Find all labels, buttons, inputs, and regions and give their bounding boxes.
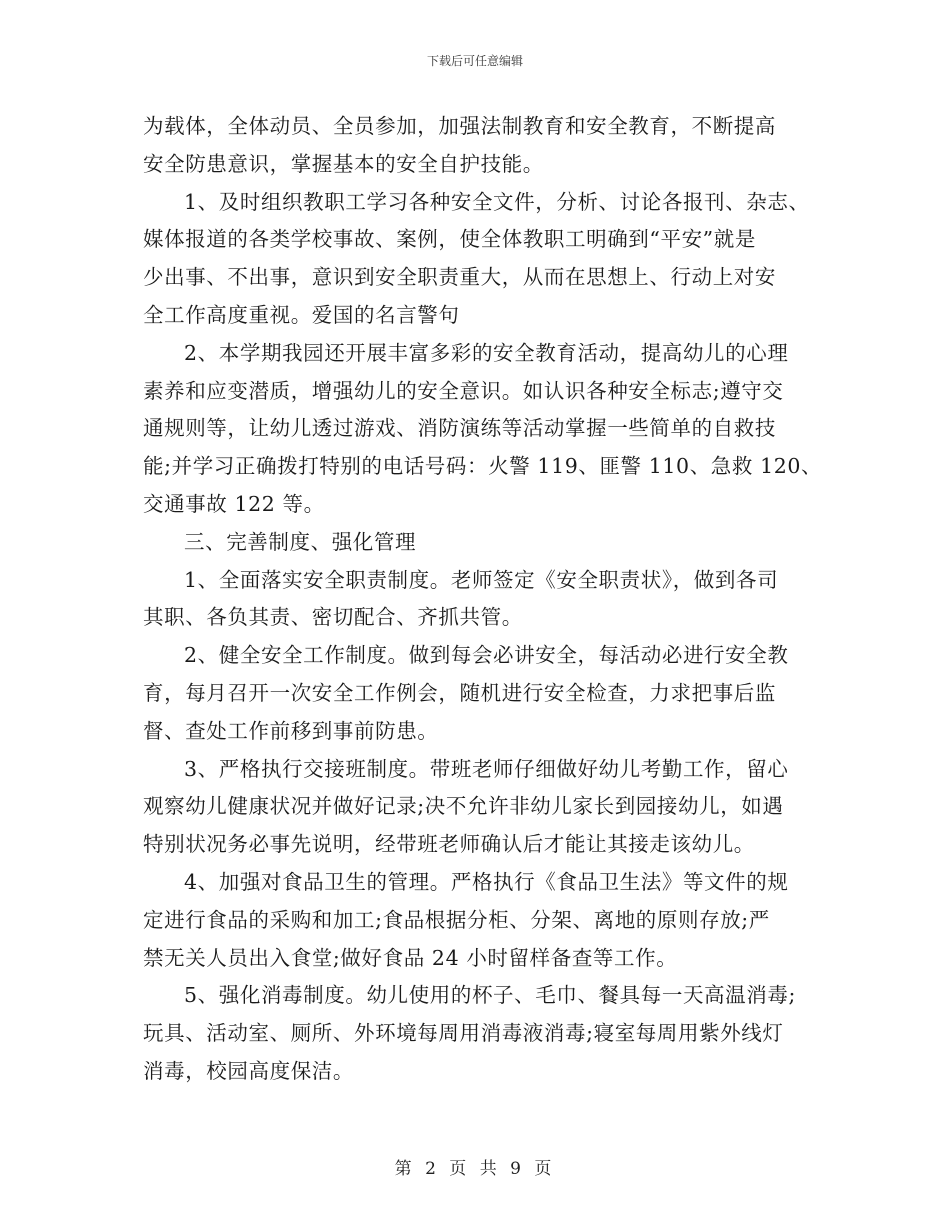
text-line: 定进行食品的采购和加工;食品根据分柜、分架、离地的原则存放;严 <box>143 907 770 932</box>
text-line: 素养和应变潜质，增强幼儿的安全意识。如认识各种安全标志;遵守交 <box>143 378 784 403</box>
text-line: 通规则等，让幼儿透过游戏、消防演练等活动掌握一些简单的自救技 <box>143 416 776 441</box>
document-body <box>143 108 823 1091</box>
text-line: 观察幼儿健康状况并做好记录;决不允许非幼儿家长到园接幼儿，如遇 <box>143 794 784 819</box>
text-line: 能;并学习正确拨打特别的电话号码：火警 119、匪警 110、急救 120、 <box>143 454 823 479</box>
text-line: 1、及时组织教职工学习各种安全文件，分析、讨论各报刊、杂志、 <box>184 189 810 214</box>
text-line: 督、查处工作前移到事前防患。 <box>143 718 439 743</box>
text-line: 消毒，校园高度保洁。 <box>143 1058 354 1083</box>
text-line: 其职、各负其责、密切配合、齐抓共管。 <box>143 605 523 630</box>
text-line: 少出事、不出事，意识到安全职责重大，从而在思想上、行动上对安 <box>143 265 776 290</box>
page-number-footer: 第 2 页 共 9 页 <box>394 1159 556 1179</box>
text-line: 3、严格执行交接班制度。带班老师仔细做好幼儿考勤工作，留心 <box>184 756 789 781</box>
text-line: 交通事故 122 等。 <box>143 491 325 516</box>
text-line: 4、加强对食品卫生的管理。严格执行《食品卫生法》等文件的规 <box>184 869 789 894</box>
text-line: 媒体报道的各类学校事故、案例，使全体教职工明确到“平安”就是 <box>143 227 756 252</box>
text-line: 2、健全安全工作制度。做到每会必讲安全，每活动必进行安全教 <box>184 643 789 668</box>
text-line: 为载体，全体动员、全员参加，加强法制教育和安全教育，不断提高 <box>143 114 776 138</box>
page-header-note: 下载后可任意编辑 <box>426 54 523 68</box>
text-line: 特别状况务必事先说明，经带班老师确认后才能让其接走该幼儿。 <box>143 832 755 857</box>
text-line: 三、完善制度、强化管理 <box>184 529 417 554</box>
text-line: 安全防患意识，掌握基本的安全自护技能。 <box>143 151 544 176</box>
text-line: 5、强化消毒制度。幼儿使用的杯子、毛巾、餐具每一天高温消毒; <box>184 983 796 1008</box>
text-line: 2、本学期我园还开展丰富多彩的安全教育活动，提高幼儿的心理 <box>184 340 789 365</box>
text-line: 玩具、活动室、厕所、外环境每周用消毒液消毒;寝室每周用紫外线灯 <box>143 1021 784 1046</box>
text-line: 1、全面落实安全职责制度。老师签定《安全职责状》，做到各司 <box>184 567 779 592</box>
text-line: 禁无关人员出入食堂;做好食品 24 小时留样备查等工作。 <box>143 945 678 970</box>
text-line: 全工作高度重视。爱国的名言警句 <box>143 302 460 327</box>
text-line: 育，每月召开一次安全工作例会，随机进行安全检查，力求把事后监 <box>143 680 776 705</box>
